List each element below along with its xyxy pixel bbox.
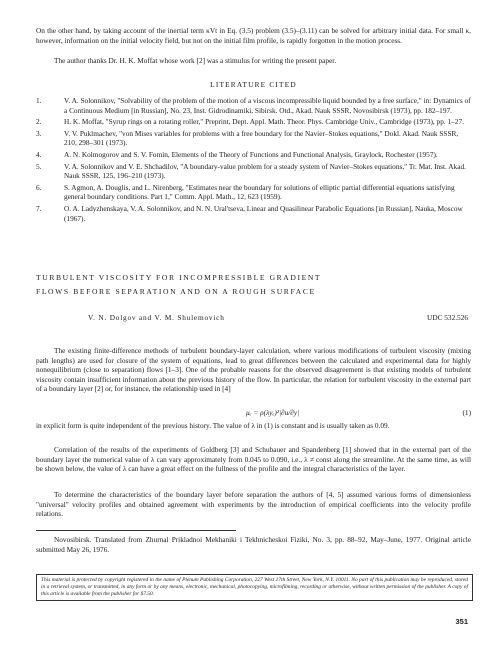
reference-text: V. A. Solonnikov and V. E. Shchadilov, "A boundary-value problem for a steady system of Navier–Stokes equations," Tr. Mat. Inst. Akad. Nauk SSSR, 125, 196–210 (1973). xyxy=(64,161,466,181)
article-title xyxy=(36,271,471,299)
reference-text: V. A. Solonnikov, "Solvability of the problem of the motion of a viscous incompressible liquid bounded by a free surface," in: Dynamics of a Continuous Medium [in Russian], No. 23, Inst. Gidrodinamiki, Sibirsk. Otd., Akad. Nauk SSSR, Novosibirsk (1973), pp. 182–197. xyxy=(64,96,471,115)
body-paragraph: Correlation of the results of the experiments of Goldberg [3] and Schubauer and Spandenberg [1] showed that in the external part of the boundary layer the numerical value of λ can vary approximately from 0.045 to 0.090, i.e., λ ≠ const along the streamline. At the same time, as will be shown below, the value of λ can have a great effect on the fullness of the profile and the integral characteristics of the layer. xyxy=(36,445,471,474)
reference-number: 2. xyxy=(36,117,42,127)
authors: V. N. Dolgov and V. M. Shulemovich xyxy=(88,313,225,322)
equation-formula: μₑ = ρ(λyₑ)²|∂u/∂y| xyxy=(246,408,300,417)
intro-paragraph: On the other hand, by taking account of the inertial term κVt in Eq. (3.5) problem (3.5)–(3.11) can be solved for arbitrary initial data. For small κ, however, information on the initial velocity field, but not on the initial film profile, is rapidly forgotten in the motion process. xyxy=(36,26,471,45)
reference-text: A. N. Kolmogorov and S. V. Fomin, Elements of the Theory of Functions and Functional Analysis, Graylock, Rochester (1957). xyxy=(64,149,438,159)
reference-item xyxy=(36,129,471,148)
reference-text: H. K. Moffat, "Syrup rings on a rotating roller," Preprint, Dept. Appl. Math. Theor. Phys. Cambridge Univ., Cambridge (1973), pp. 1–27. xyxy=(64,117,464,127)
reference-text: S. Agmon, A. Douglis, and L. Nirenberg, "Estimates near the boundary for solutions of elliptic partial differential equations satisfying general boundary conditions. Part 1," Comm. Appl. Math., 12, 623 (1959). xyxy=(64,182,455,202)
footnote-rule xyxy=(36,530,236,531)
reference-list xyxy=(36,96,471,225)
reference-item xyxy=(36,162,471,181)
reference-number: 6. xyxy=(36,182,42,192)
reference-number: 1. xyxy=(36,96,42,105)
copyright-notice: This material is protected by copyright registered in the name of Plenum Publishing Corporation, 227 West 17th Street, New York, N.Y. 10011. No part of this publication may be reproduced, stored in a retrieval system, or transmitted, in any form or by any means, electronic, mechanical, photocopying, microfilming, recording or otherwise, without written permission of the publisher. A copy of this article is available from the publisher for $7.50. xyxy=(36,574,473,601)
reference-item xyxy=(36,117,471,127)
reference-item xyxy=(36,150,471,160)
reference-item xyxy=(36,96,471,115)
page-number: 351 xyxy=(455,617,468,626)
reference-number: 5. xyxy=(36,161,42,171)
acknowledgment: The author thanks Dr. H. K. Moffat whose work [2] was a stimulus for writing the present paper. xyxy=(54,56,337,65)
udc-code: UDC 532.526 xyxy=(427,313,468,322)
equation xyxy=(36,408,471,418)
reference-number: 7. xyxy=(36,203,42,213)
body-paragraph: The existing finite-difference methods of turbulent boundary-layer calculation, where various modifications of turbulent viscosity (mixing path lengths) are used for closure of the system of equations, lead to great differences between the calculated and experimental data for highly nonequilibrium (close to separation) flows [1–3]. One of the probable reasons for the observed disagreement is that existing models of turbulent viscosity contain insufficient information about the previous history of the flow. In particular, the relation for turbulent viscosity in the external part of a boundary layer [2] or, for instance, the relationship used in [4] xyxy=(36,346,471,394)
article-title-line-2: FLOWS BEFORE SEPARATION AND ON A ROUGH SURFACE xyxy=(36,287,316,296)
reference-number: 4. xyxy=(36,149,42,159)
body-paragraph: To determine the characteristics of the boundary layer before separation the authors of [4, 5] assumed various forms of dimensionless "universal" velocity profiles and obtained agreement with experiments by the introduction of empirical coefficients into the velocity profile relations. xyxy=(36,490,471,519)
body-paragraph: in explicit form is quite independent of the previous history. The value of λ in (1) is constant and is usually taken as 0.09. xyxy=(36,421,390,430)
reference-number: 3. xyxy=(36,128,42,138)
footnote: Novosibirsk. Translated from Zhurnal Prikladnoi Mekhaniki i Tekhnicheskoi Fiziki, No. 3, pp. 88–92, May–June, 1977. Original article submitted May 26, 1976. xyxy=(36,535,471,554)
reference-item xyxy=(36,183,471,202)
article-title-line-1: TURBULENT VISCOSITY FOR INCOMPRESSIBLE GRADIENT xyxy=(36,273,322,282)
equation-number: (1) xyxy=(462,408,471,417)
literature-heading: LITERATURE CITED xyxy=(210,80,297,89)
reference-text: O. A. Ladyzhenskaya, V. A. Solonnikov, and N. N. Ural'tseva, Linear and Quasilinear Parabolic Equations [in Russian], Nauka, Moscow (1967). xyxy=(64,203,463,223)
reference-text: V. V. Puklmachev, "von Mises variables for problems with a free boundary for the Navier–Stokes equations," Dokl. Akad. Nauk SSSR, 210, 298–301 (1973). xyxy=(64,128,459,148)
reference-item xyxy=(36,204,471,223)
